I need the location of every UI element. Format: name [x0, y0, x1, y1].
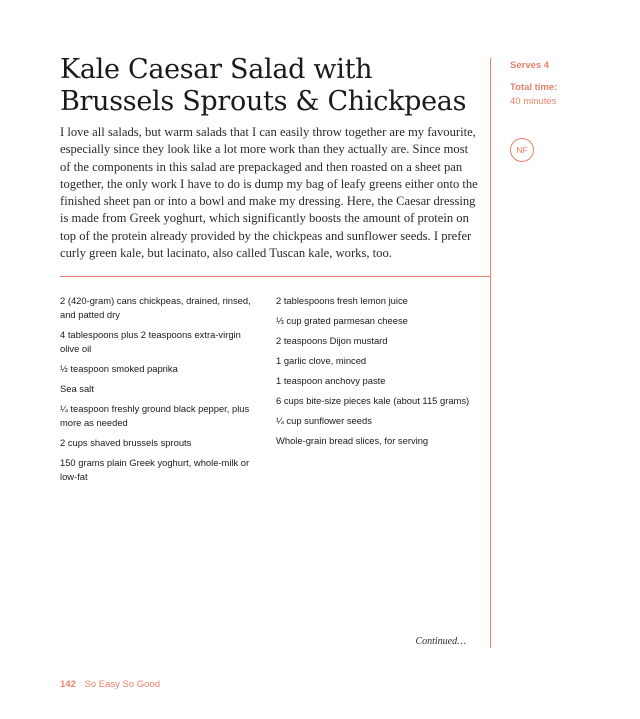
- total-time-label: Total time:: [510, 82, 558, 93]
- ingredient-item: Whole-grain bread slices, for serving: [276, 435, 429, 446]
- ingredient-item: 150 grams plain Greek yoghurt, whole-milk or low-fat: [60, 457, 250, 482]
- continued-note: Continued…: [415, 636, 466, 647]
- ingredient-item: 2 (420-gram) cans chickpeas, drained, rinsed, and patted dry: [60, 295, 251, 320]
- ingredient-item: ¼ teaspoon freshly ground black pepper, plus more as needed: [60, 403, 250, 428]
- total-time-value: 40 minutes: [510, 96, 557, 107]
- recipe-title: Kale Caesar Salad with Brussels Sprouts & Chickpeas: [60, 54, 467, 117]
- page-footer: [60, 679, 160, 690]
- ingredient-item: 1 teaspoon anchovy paste: [276, 375, 386, 386]
- page-number: 142: [60, 679, 76, 690]
- book-title: So Easy So Good: [84, 679, 161, 690]
- ingredient-item: 6 cups bite-size pieces kale (about 115 grams): [276, 395, 470, 406]
- ingredient-item: ¼ cup sunflower seeds: [276, 415, 372, 426]
- ingredient-item: ⅓ cup grated parmesan cheese: [276, 315, 408, 326]
- ingredients-column-2: [276, 294, 481, 454]
- horizontal-divider: [60, 276, 490, 277]
- ingredient-item: ½ teaspoon smoked paprika: [60, 363, 178, 374]
- ingredient-item: Sea salt: [60, 383, 94, 394]
- ingredients-column-1: [60, 294, 255, 490]
- serves-info: Serves 4: [510, 60, 550, 71]
- nut-free-badge: NF: [510, 138, 534, 162]
- vertical-divider: [490, 58, 491, 648]
- ingredient-item: 4 tablespoons plus 2 teaspoons extra-virgin olive oil: [60, 329, 241, 354]
- ingredient-item: 2 teaspoons Dijon mustard: [276, 335, 388, 346]
- ingredient-item: 1 garlic clove, minced: [276, 355, 367, 366]
- ingredient-item: 2 tablespoons fresh lemon juice: [276, 295, 408, 306]
- ingredient-item: 2 cups shaved brussels sprouts: [60, 437, 192, 448]
- recipe-intro: I love all salads, but warm salads that I can easily throw together are my favourite, especially since they look like a lot more work than they actually are. Since most of the components in this salad are prepackaged and then roasted on a sheet pan together, the only work I have to do is dump my bag of leafy greens either onto the finished sheet pan or into a bowl and make my dressing. Here, the Caesar dressing is made from Greek yoghurt, which significantly boosts the amount of protein on top of the protein already provided by the chickpeas and sunflower seeds. I prefer curly green kale, but lacinato, also called Tuscan kale, works, too.: [60, 125, 478, 261]
